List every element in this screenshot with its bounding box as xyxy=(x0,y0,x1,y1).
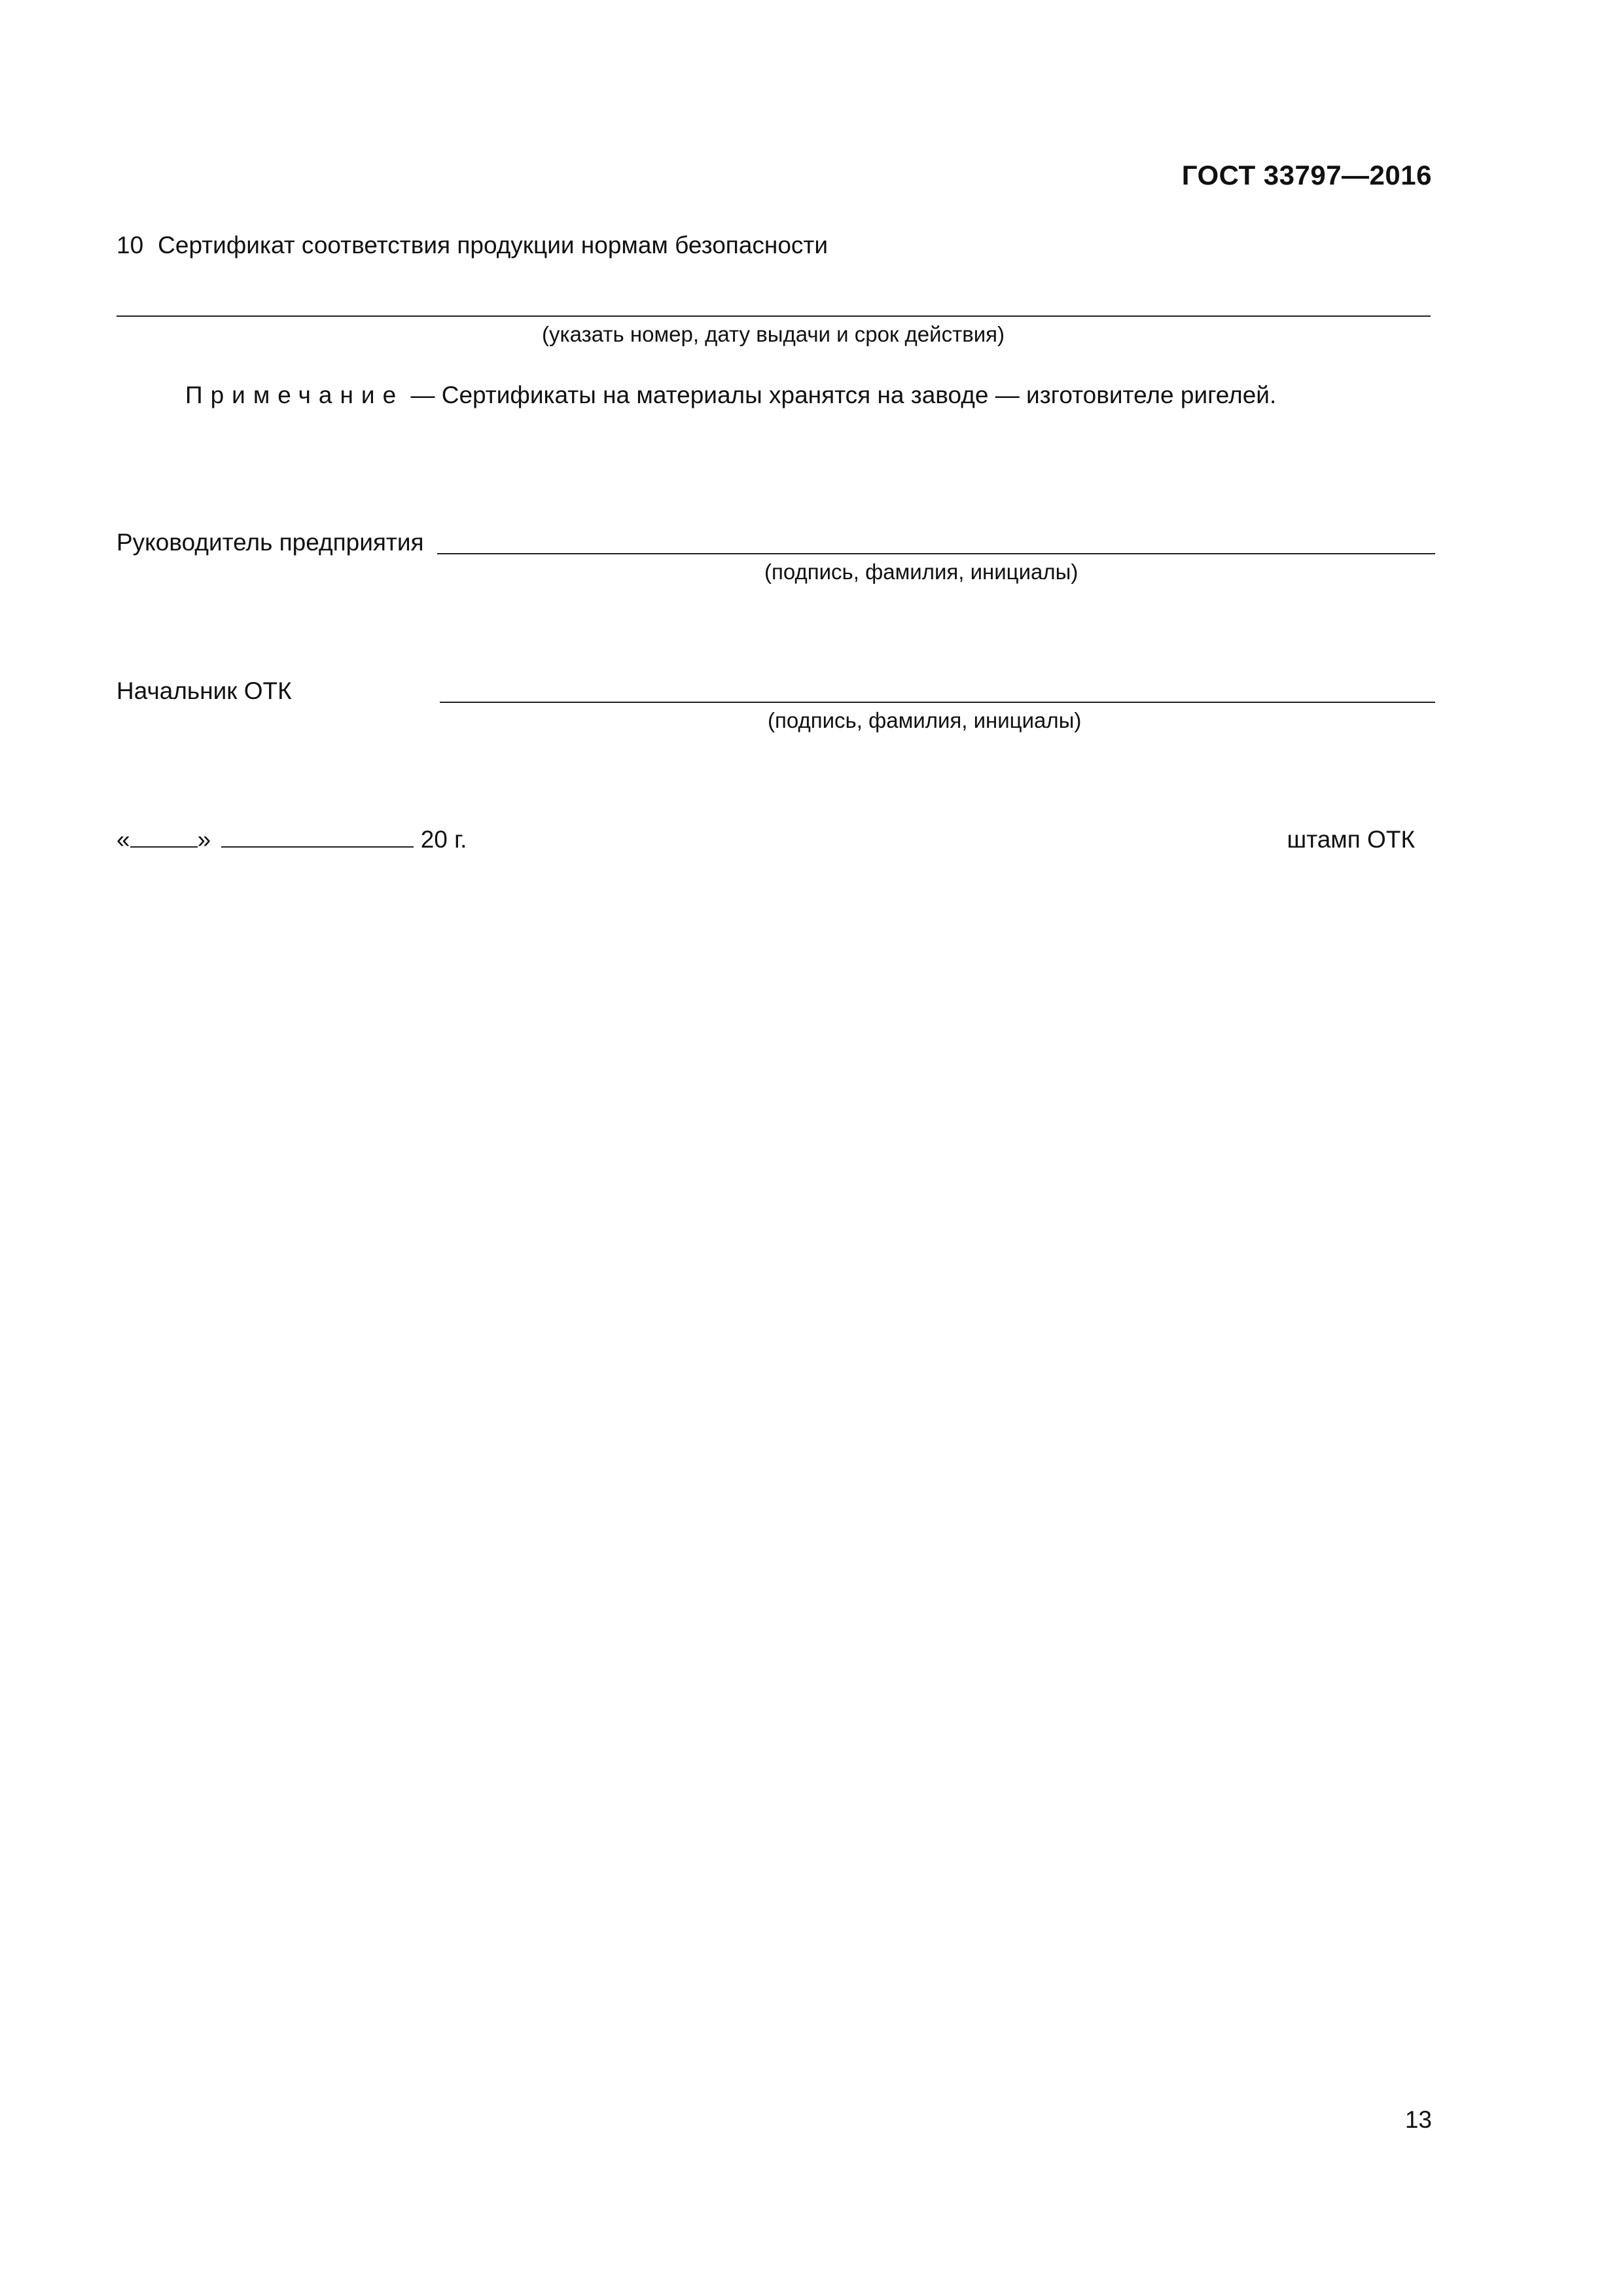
head-signature-label: Руководитель предприятия xyxy=(116,529,424,556)
head-signature-hint: (подпись, фамилия, инициалы) xyxy=(764,560,1079,584)
head-signature-line[interactable] xyxy=(437,553,1435,554)
certificate-hint: (указать номер, дату выдачи и срок действия) xyxy=(542,322,1005,346)
date-open-quote: « xyxy=(116,826,130,853)
month-blank[interactable] xyxy=(221,827,414,848)
qc-head-signature-line[interactable] xyxy=(440,702,1435,703)
stamp-label: штамп ОТК xyxy=(1287,826,1415,853)
day-blank[interactable] xyxy=(130,827,198,848)
note-text: — Сертификаты на материалы хранятся на заводе — изготовителе ригелей. xyxy=(404,382,1277,408)
item-10 xyxy=(116,232,828,259)
year-suffix: 20 г. xyxy=(420,826,467,853)
note xyxy=(185,382,1276,409)
qc-head-signature-label: Начальник ОТК xyxy=(116,677,292,704)
item-number: 10 xyxy=(116,232,144,259)
certificate-fill-line[interactable] xyxy=(116,315,1431,317)
standard-code: ГОСТ 33797—2016 xyxy=(1181,160,1432,190)
item-title: Сертификат соответствия продукции нормам безопасности xyxy=(158,232,829,259)
note-label: Примечание xyxy=(185,382,404,408)
date-field xyxy=(116,826,467,853)
page-number: 13 xyxy=(1404,2106,1432,2133)
qc-head-signature-hint: (подпись, фамилия, инициалы) xyxy=(768,708,1082,732)
date-close-quote: » xyxy=(197,826,211,853)
